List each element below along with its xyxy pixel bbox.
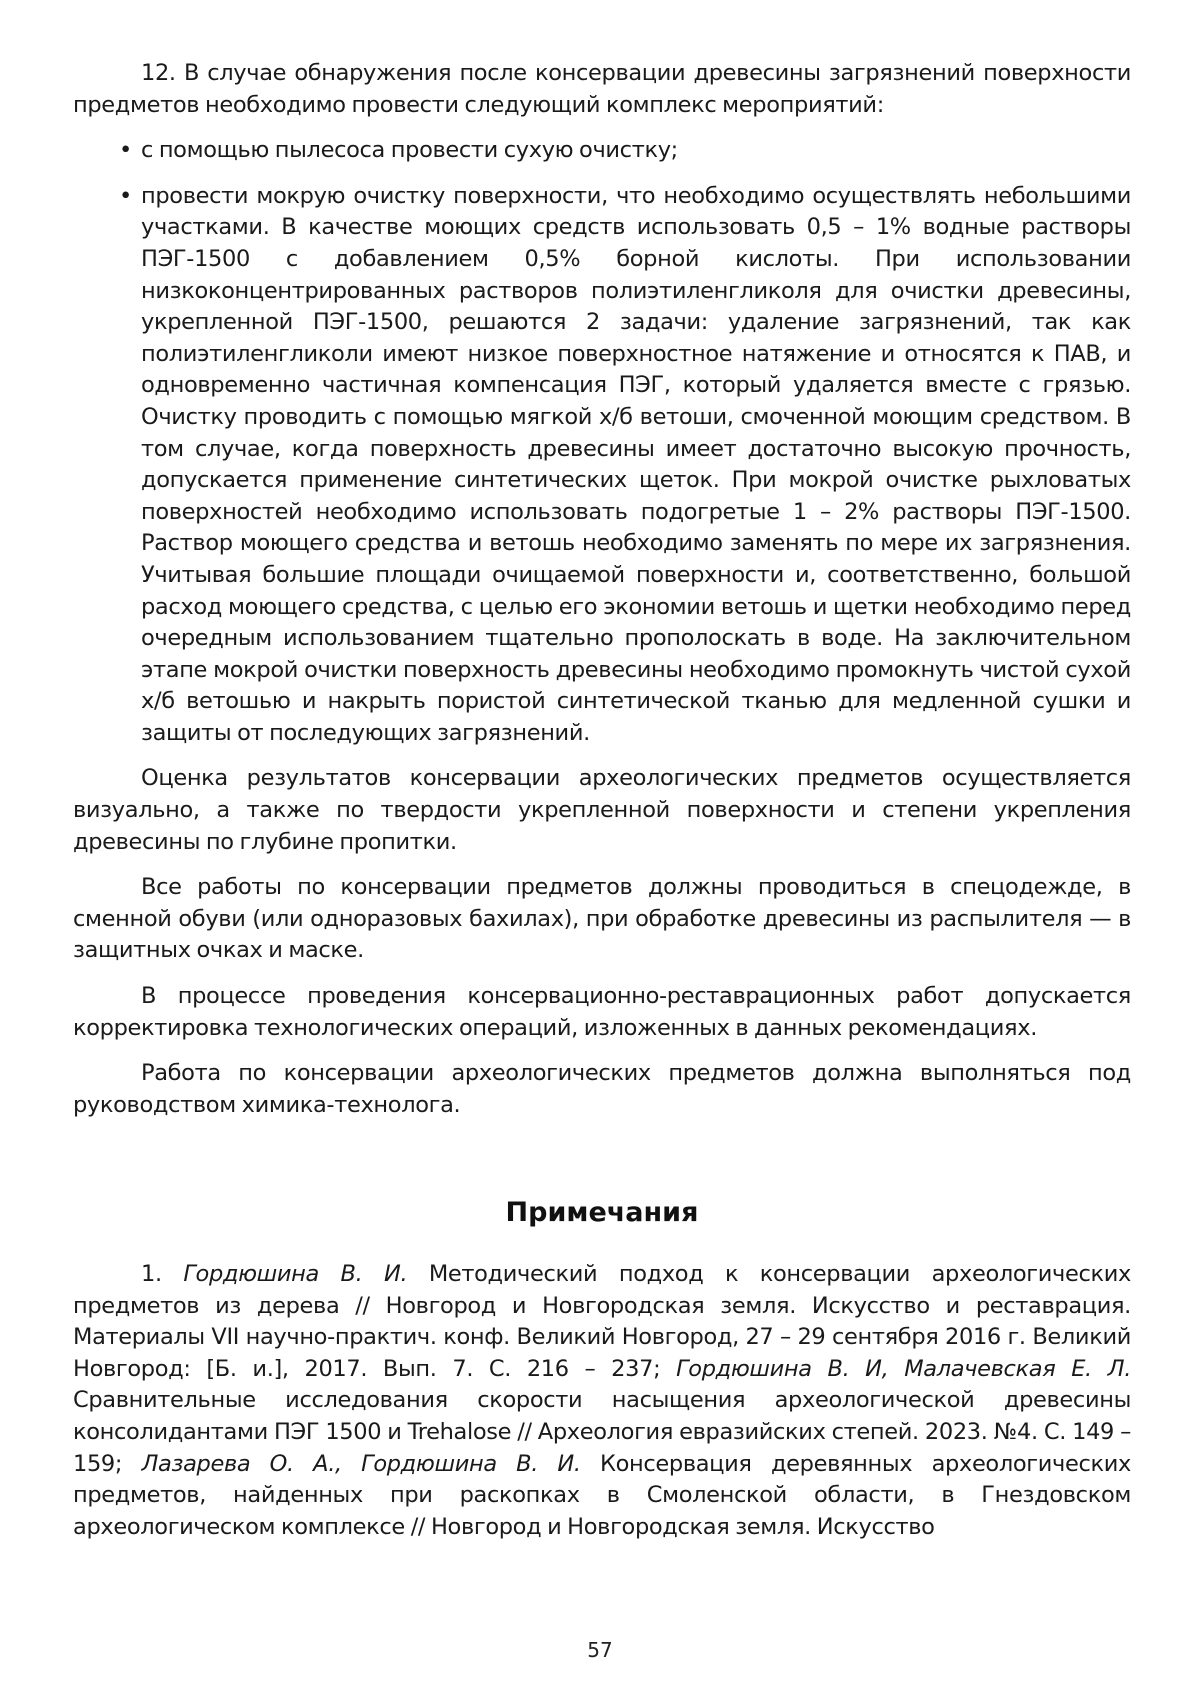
document-page [73, 58, 1131, 1543]
paragraph-supervision: Работа по консервации археологических предметов должна выполняться под руководством химика-технолога. [73, 1060, 1131, 1118]
bullet-icon: • [119, 137, 132, 164]
list-item [73, 135, 1131, 167]
note-author: Гордюшина В. И. [183, 1261, 408, 1287]
list-item-text: с помощью пылесоса провести сухую очистку; [141, 137, 678, 164]
note-1 [73, 1259, 1131, 1543]
note-number: 1. [141, 1261, 162, 1287]
paragraph-evaluation: Оценка результатов консервации археологических предметов осуществляется визуально, а также по твердости укрепленной поверхности и степени укрепления древесины по глубине пропитки. [73, 765, 1131, 855]
note-author: Лазарева О. А., Гордюшина В. И. [141, 1450, 581, 1477]
note-author: Гордюшина В. И, Малачевская Е. Л. [676, 1355, 1131, 1382]
notes-heading: Примечания [505, 1197, 699, 1229]
list-item-text: провести мокрую очистку поверхности, что необходимо осуществлять небольшими участками. В качестве моющих средств использовать 0,5 – 1% водные растворы ПЭГ-1500 с добавлением 0,5% борной кислоты. При использовании низкоконцентрированных растворов полиэтиленгликоля для очистки древесины, укрепленной ПЭГ-1500, решаются 2 задачи: удаление загрязнений, так как полиэтиленгликоли имеют низкое поверхностное натяжение и относятся к ПАВ, и одновременно частичная компенсация ПЭГ, который удаляется вместе с грязью. Очистку проводить с помощью мягкой х/б ветоши, смоченной моющим средством. В том случае, когда поверхность древесины имеет достаточно высокую прочность, допускается применение синтетических щеток. При мокрой очистке рыхловатых поверхностей необходимо использовать подогретые 1 – 2% растворы ПЭГ-1500. Раствор моющего средства и ветошь необходимо заменять по мере их загрязнения. Учитывая большие площади очищаемой поверхности и, соответственно, большой расход моющего средства, с целью его экономии ветошь и щетки необходимо перед очередным использованием тщательно прополоскать в воде. На заключительном этапе мокрой очистки поверхность древесины необходимо промокнуть чистой сухой х/б ветошью и накрыть пористой синтетической тканью для медленной сушки и защиты от последующих загрязнений. [141, 182, 1131, 746]
note-text: Методический подход к консервации археологических предметов из дерева // Новгород и Новгородская земля. Искусство и реставрация. Материалы VII научно-практич. конф. Великий Новгород, 27 – 29 сентября 2016 г. Великий Новгород: [Б. и.], 2017. Вып. 7. С. 216 – 237; [73, 1261, 1131, 1382]
note-text: Консервация деревянных археологических предметов, найденных при раскопках в Смоленской области, в Гнездовском археологическом комплексе // Новгород и Новгородская земля. Искусство [73, 1450, 1131, 1540]
note-text: Сравнительные исследования скорости насыщения археологической древесины консолидантами ПЭГ 1500 и Trehalose // Археология евразийских степей. 2023. №4. С. 149 – 159; [73, 1387, 1131, 1477]
list-item [73, 181, 1131, 750]
paragraph-safety: Все работы по консервации предметов должны проводиться в спецодежде, в сменной обуви (или одноразовых бахилах), при обработке древесины из распылителя — в защитных очках и маске. [73, 874, 1131, 964]
page-number: 57 [587, 1638, 613, 1662]
paragraph-12: 12. В случае обнаружения после консервации древесины загрязнений поверхности предметов необходимо провести следующий комплекс мероприятий: [73, 60, 1131, 118]
paragraph-adjustment: В процессе проведения консервационно-реставрационных работ допускается корректировка технологических операций, изложенных в данных рекомендациях. [73, 983, 1131, 1041]
bullet-icon: • [119, 182, 132, 209]
cleaning-steps-list [73, 135, 1131, 749]
